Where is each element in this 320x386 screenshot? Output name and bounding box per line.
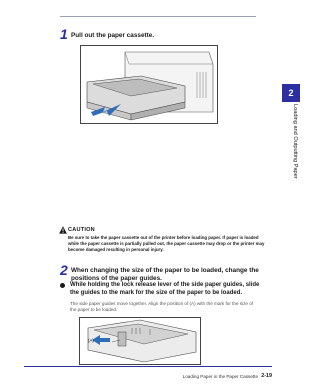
bullet-marker: [60, 283, 65, 288]
bullet-description: The side paper guides move together. Align the position of (A) with the mark for the size of the paper to be loaded.: [70, 301, 254, 313]
caution-title: CAUTION: [68, 227, 95, 233]
callout-a: (A): [88, 338, 94, 343]
step-1-text: Pull out the paper cassette.: [71, 32, 155, 39]
chapter-tab: 2: [282, 84, 300, 102]
page-number: 2-19: [261, 373, 272, 379]
top-rule: [60, 16, 256, 17]
step-number-1: 1: [60, 26, 68, 42]
bottom-rule: [24, 366, 272, 367]
caution-body: Be sure to take the paper cassette out of the printer before loading paper. If paper is loaded while the paper cassette is partially pulled out, the paper cassette may drop or the printer may become damaged resulting in personal injury.: [68, 235, 265, 253]
warning-icon: [59, 226, 67, 234]
paper-guide-illustration: [79, 317, 201, 365]
printer-cassette-illustration: [80, 45, 218, 124]
chapter-label: Loading and Outputting Paper: [292, 104, 298, 179]
footer-section-title: Loading Paper in the Paper Cassette: [182, 374, 258, 379]
bullet-text: While holding the lock release lever of the side paper guides, slide the guides to the mark for the size of the paper to be loaded.: [70, 282, 260, 296]
step-2-text: When changing the size of the paper to be loaded, change the positions of the paper guides.: [71, 267, 259, 283]
step-number-2: 2: [60, 262, 68, 278]
